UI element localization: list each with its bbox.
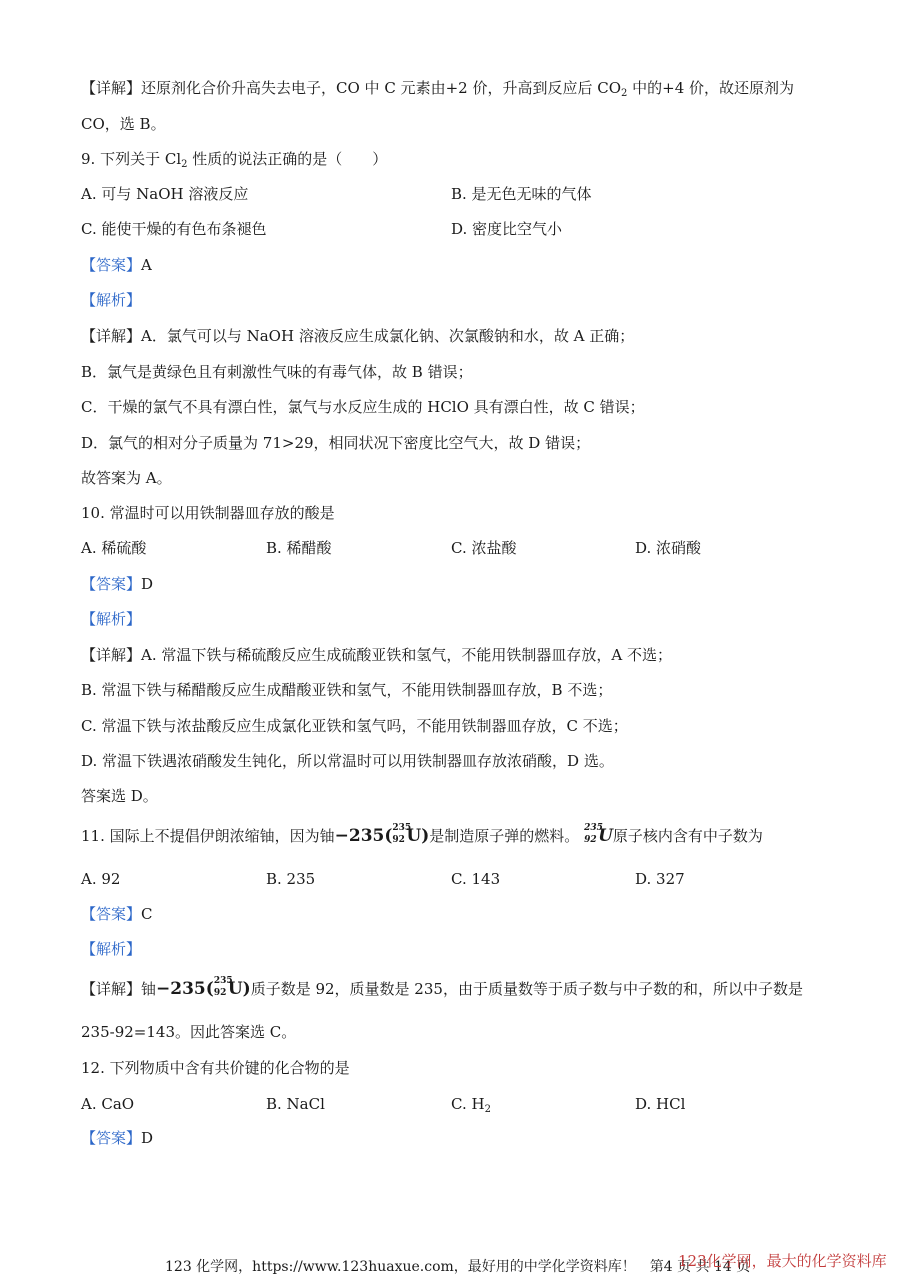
q12-option-c <box>451 1094 491 1120</box>
q9-answer <box>81 255 152 275</box>
answer-value: D <box>141 1129 154 1147</box>
q11-option-b: B. 235 <box>266 870 316 888</box>
q9-stem <box>81 149 387 175</box>
q9-option-b: B. 是无色无味的气体 <box>451 185 592 203</box>
paren-close: ) <box>421 826 430 846</box>
mass-number: 235 <box>213 976 233 986</box>
subscript: 2 <box>621 88 628 99</box>
answer-value: A <box>141 256 152 274</box>
q8-detail-line-1 <box>81 78 794 104</box>
q11-stem-text: 11. 国际上不提倡伊朗浓缩铀，因为铀 <box>81 827 335 845</box>
q12-answer <box>81 1128 153 1148</box>
q12-option-a: A. CaO <box>81 1095 135 1113</box>
q11-stem <box>81 823 763 846</box>
detail-text: A. 常温下铁与稀硫酸反应生成硫酸亚铁和氢气，不能用铁制器皿存放，A 不选； <box>141 646 672 664</box>
mass-number: 235 <box>392 823 412 833</box>
detail-text: A．氯气可以与 NaOH 溶液反应生成氯化钠、次氯酸钠和水，故 A 正确； <box>141 327 635 345</box>
element-symbol: U <box>406 826 422 846</box>
option-text: C. H <box>451 1095 485 1113</box>
atomic-number: 92 <box>213 988 227 998</box>
q11-stem-text-2: 是制造原子弹的燃料。 <box>429 827 580 845</box>
q11-detail-line-1 <box>81 976 803 999</box>
q12-option-b: B. NaCl <box>266 1095 325 1113</box>
q9-stem-text-2: 性质的说法正确的是（ ） <box>187 150 388 168</box>
detail-tag: 【详解】 <box>81 327 142 345</box>
detail-tag: 【详解】 <box>81 646 142 664</box>
q8-detail-line-2: CO，选 B。 <box>81 115 166 133</box>
q10-option-b: B. 稀醋酸 <box>266 539 332 557</box>
q9-option-c: C. 能使干燥的有色布条褪色 <box>81 220 267 238</box>
analysis-tag: 【解析】 <box>81 291 142 309</box>
answer-tag: 【答案】 <box>81 256 142 274</box>
q10-detail-line-4: D. 常温下铁遇浓硝酸发生钝化，所以常温时可以用铁制器皿存放浓硝酸，D 选。 <box>81 752 614 770</box>
q11-option-c: C. 143 <box>451 870 501 888</box>
answer-tag: 【答案】 <box>81 905 142 923</box>
answer-tag: 【答案】 <box>81 1129 142 1147</box>
q12-option-d: D. HCl <box>635 1095 686 1113</box>
answer-value: C <box>141 905 153 923</box>
subscript: 2 <box>484 1104 491 1115</box>
analysis-tag: 【解析】 <box>81 610 142 628</box>
detail-tag: 【详解】 <box>81 79 142 97</box>
page-footer: 123 化学网，https://www.123huaxue.com，最好用的中学化学资料库！ 第4 页 共 14 页 <box>165 1259 751 1275</box>
q9-detail-line-4: D．氯气的相对分子质量为 71>29，相同状况下密度比空气大，故 D 错误； <box>81 434 591 452</box>
detail-text: 铀 <box>141 980 157 998</box>
q10-option-d: D. 浓硝酸 <box>635 539 702 557</box>
answer-value: D <box>141 575 154 593</box>
q8-detail-text-2: 中的+4 价，故还原剂为 <box>627 79 795 97</box>
q9-stem-text: 9. 下列关于 Cl <box>81 150 182 168</box>
q9-option-d: D. 密度比空气小 <box>451 220 563 238</box>
q11-option-a: A. 92 <box>81 870 121 888</box>
nuclide-symbol <box>213 976 243 999</box>
atomic-number: 92 <box>584 835 597 845</box>
q9-detail-line-2: B．氯气是黄绿色且有刺激性气味的有毒气体，故 B 错误； <box>81 363 473 381</box>
q10-detail-line-1 <box>81 645 672 665</box>
q11-option-d: D. 327 <box>635 870 685 888</box>
answer-tag: 【答案】 <box>81 575 142 593</box>
element-symbol: U <box>227 979 243 999</box>
q9-detail-line-3: C．干燥的氯气不具有漂白性，氯气与水反应生成的 HClO 具有漂白性，故 C 错误； <box>81 398 645 416</box>
q8-detail-text: 还原剂化合价升高失去电子，CO 中 C 元素由+2 价，升高到反应后 CO <box>141 79 621 97</box>
q11-stem-text-3: 原子核内含有中子数为 <box>612 827 763 845</box>
q11-analysis-tag <box>81 939 141 959</box>
detail-tag: 【详解】 <box>81 980 142 998</box>
mass-number: 235 <box>584 823 603 833</box>
atomic-number: 92 <box>392 835 405 845</box>
q11-answer <box>81 904 153 924</box>
q10-stem: 10. 常温时可以用铁制器皿存放的酸是 <box>81 504 335 522</box>
isotope-label: −235( <box>156 979 214 999</box>
subscript: 2 <box>181 159 188 170</box>
q9-option-a: A. 可与 NaOH 溶液反应 <box>81 185 249 203</box>
q9-detail-line-1 <box>81 326 634 346</box>
element-symbol: U <box>598 826 613 846</box>
q9-analysis-tag <box>81 290 141 310</box>
q10-detail-line-2: B. 常温下铁与稀醋酸反应生成醋酸亚铁和氢气，不能用铁制器皿存放，B 不选； <box>81 681 613 699</box>
q10-option-a: A. 稀硫酸 <box>81 539 147 557</box>
nuclide-symbol-2 <box>584 823 613 846</box>
q11-detail-line-2: 235-92=143。因此答案选 C。 <box>81 1023 297 1041</box>
q10-detail-line-3: C. 常温下铁与浓盐酸反应生成氯化亚铁和氢气吗，不能用铁制器皿存放，C 不选； <box>81 717 628 735</box>
q12-stem: 12. 下列物质中含有共价键的化合物的是 <box>81 1059 350 1077</box>
isotope-label: −235( <box>334 826 393 846</box>
paren-close: ) <box>242 979 251 999</box>
analysis-tag: 【解析】 <box>81 940 142 958</box>
q9-detail-line-5: 故答案为 A。 <box>81 469 172 487</box>
q10-analysis-tag <box>81 609 141 629</box>
nuclide-symbol <box>392 823 422 846</box>
watermark: 123化学网，最大的化学资料库 <box>678 1252 887 1270</box>
q10-detail-line-5: 答案选 D。 <box>81 787 158 805</box>
detail-text-2: 质子数是 92，质量数是 235，由于质量数等于质子数与中子数的和，所以中子数是 <box>250 980 803 998</box>
q10-answer <box>81 574 153 594</box>
q10-option-c: C. 浓盐酸 <box>451 539 517 557</box>
